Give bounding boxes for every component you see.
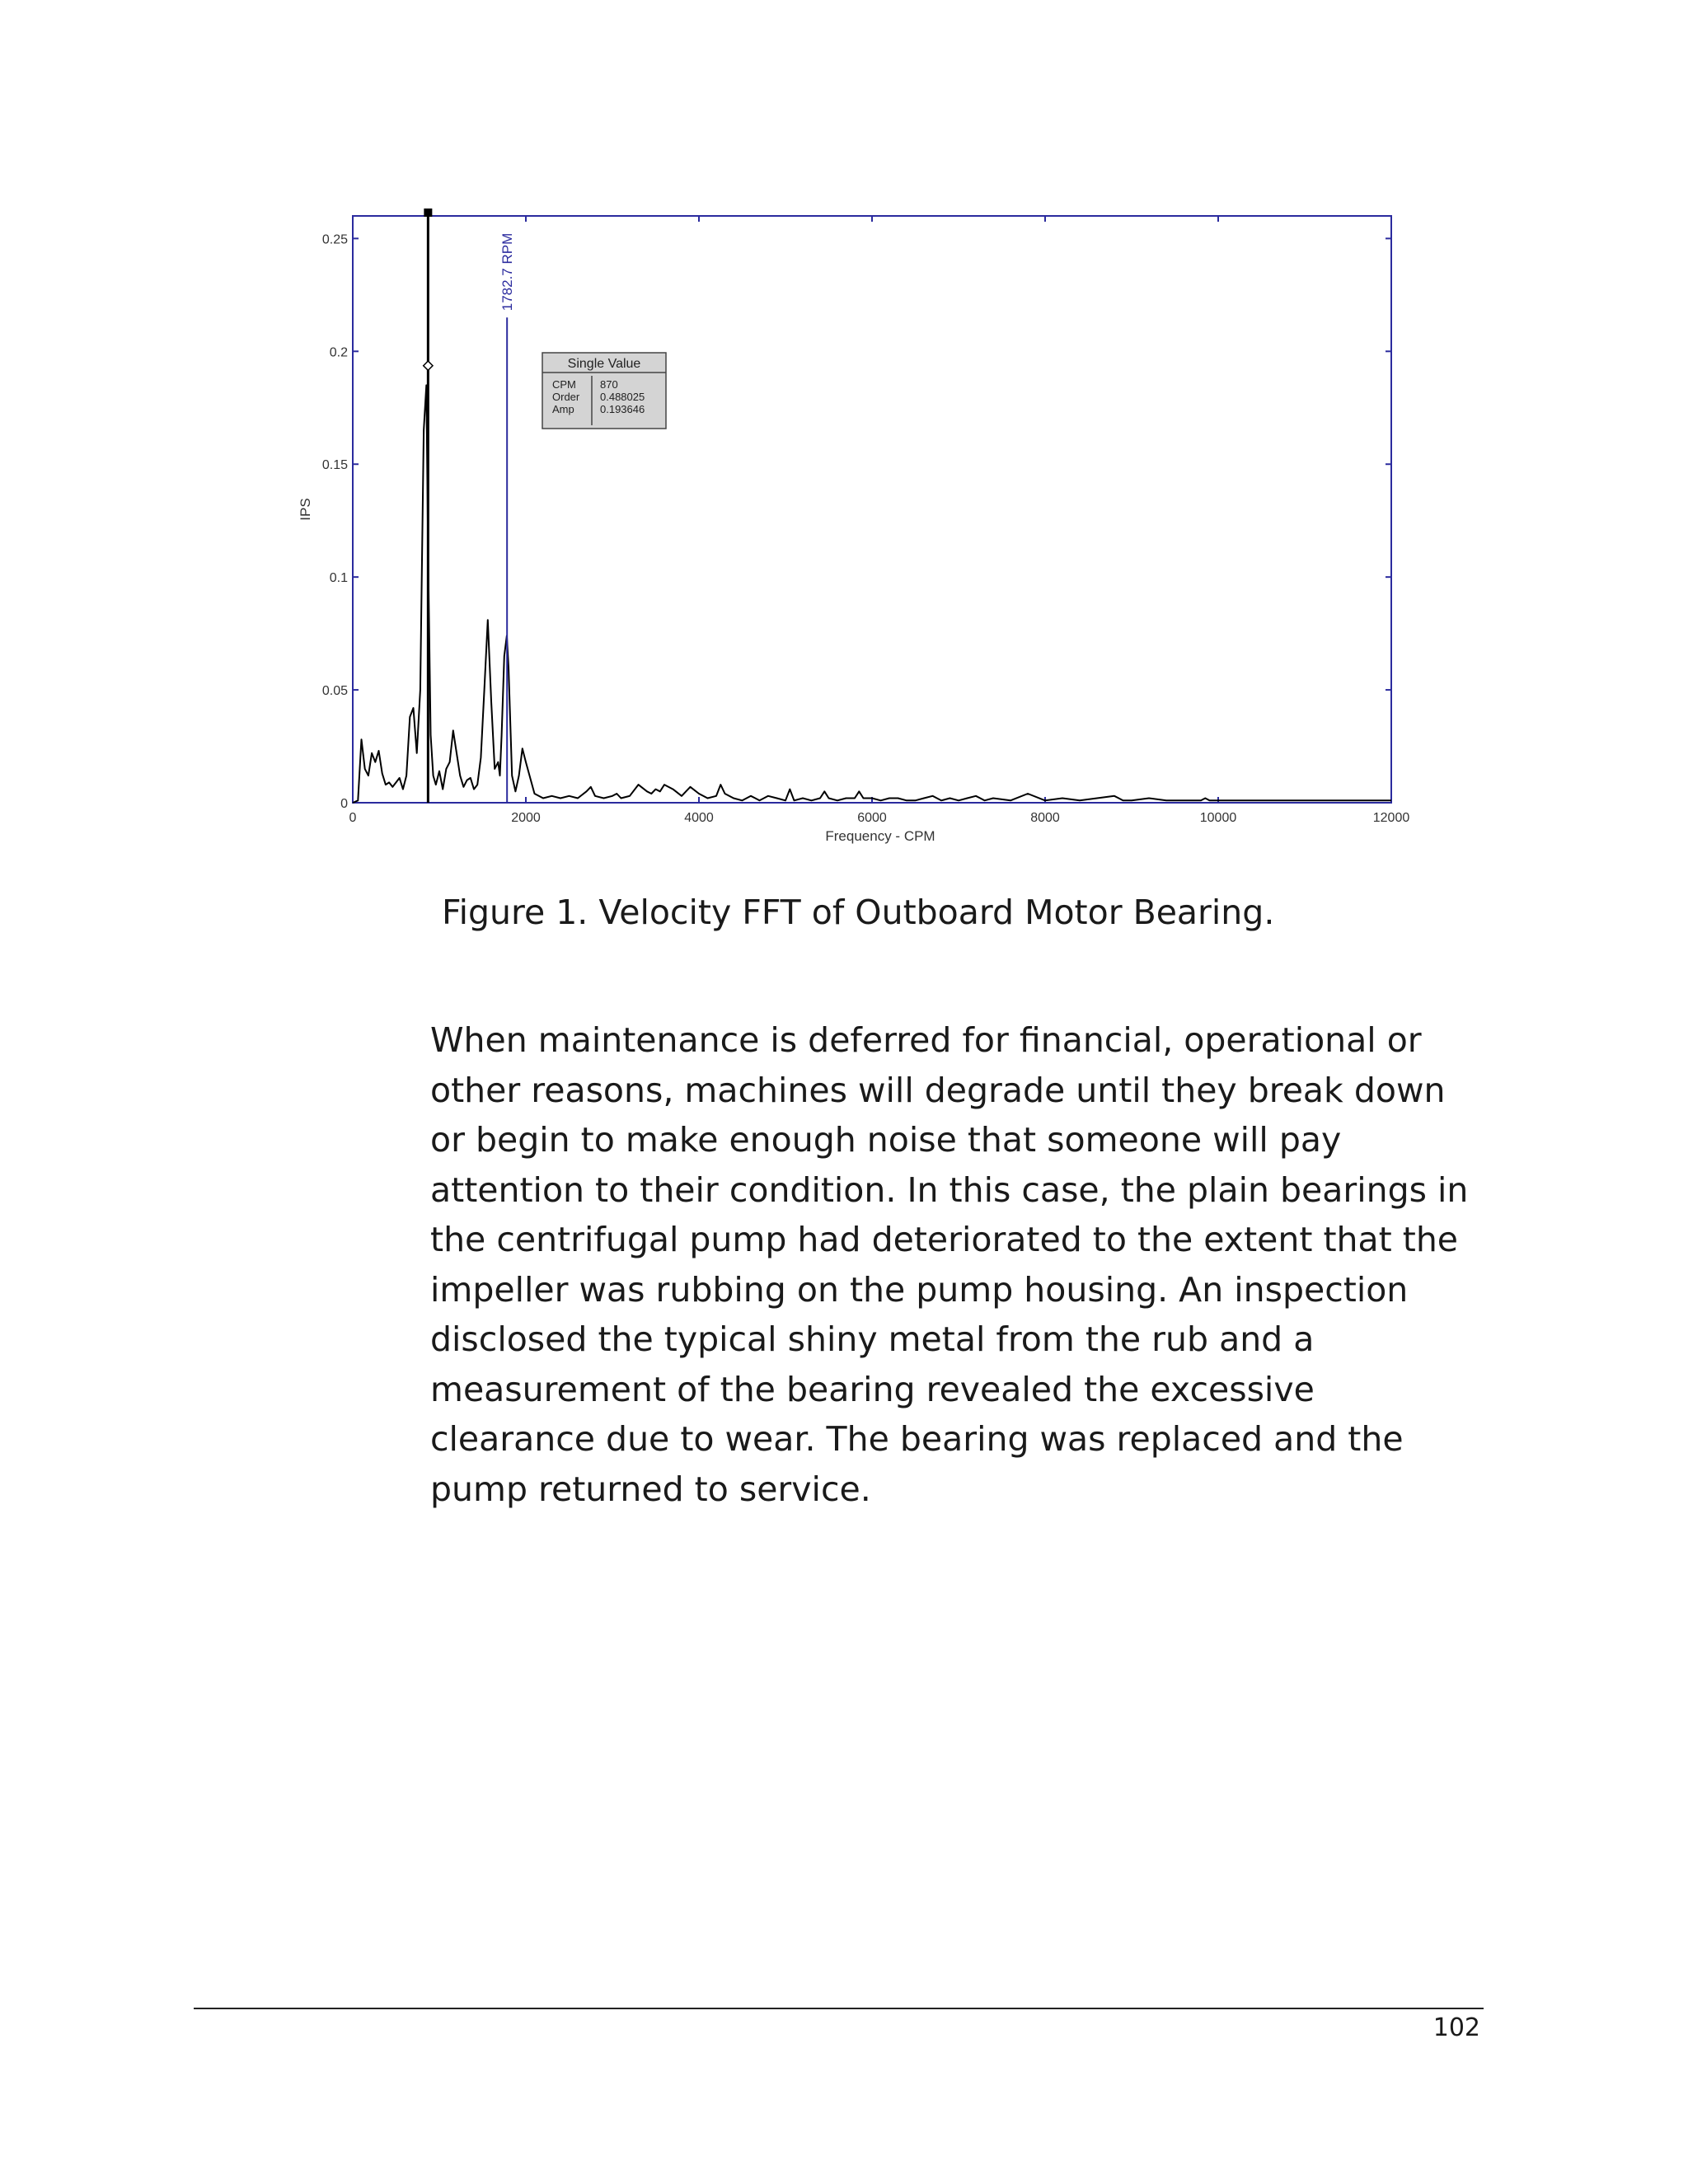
y-tick-label: 0.2: [329, 345, 348, 360]
fft-chart: [0, 0, 1688, 874]
y-tick-label: 0.05: [321, 684, 348, 699]
single-value-title: Single Value: [567, 357, 641, 371]
single-value-key: CPM: [552, 378, 576, 391]
single-value-key: Order: [552, 391, 580, 403]
single-value-value: 0.488025: [600, 391, 645, 403]
x-tick-label: 12000: [1372, 811, 1410, 825]
y-tick-label: 0: [340, 797, 348, 811]
x-axis-label: Frequency - CPM: [825, 828, 935, 844]
rpm-label: 1782.7 RPM: [499, 232, 516, 312]
single-value-value: 0.193646: [600, 403, 645, 415]
cursor-handle: [424, 209, 432, 217]
y-axis-label: IPS: [298, 498, 313, 521]
y-tick-label: 0.25: [321, 232, 348, 247]
x-tick-label: 0: [349, 811, 357, 825]
single-value-value: 870: [600, 378, 618, 391]
page-number: 102: [1432, 2013, 1480, 2042]
y-tick-label: 0.15: [321, 458, 348, 473]
y-tick-label: 0.1: [329, 571, 348, 586]
marker-diamond: [424, 361, 433, 370]
x-tick-label: 8000: [1030, 811, 1060, 825]
footer-rule: [194, 2008, 1484, 2009]
single-value-key: Amp: [552, 403, 574, 415]
body-paragraph: When maintenance is deferred for financial, operational or other reasons, machines will degrade until they break down or begin to make enough noise that someone will pay attention to their condition. In this case, the plain bearings in the centrifugal pump had deteriorated to the extent that the impeller was rubbing on the pump housing. An inspection disclosed the typical shiny metal from the rub and a measurement of the bearing revealed the excessive clearance due to wear. The bearing was replaced and the pump returned to service.: [430, 1020, 1469, 1509]
x-tick-label: 6000: [857, 811, 887, 825]
figure-caption: Figure 1. Velocity FFT of Outboard Motor Bearing.: [442, 893, 1275, 932]
spectrum-trace: [353, 385, 1391, 803]
x-tick-label: 2000: [511, 811, 541, 825]
x-tick-label: 4000: [684, 811, 714, 825]
x-tick-label: 10000: [1199, 811, 1237, 825]
